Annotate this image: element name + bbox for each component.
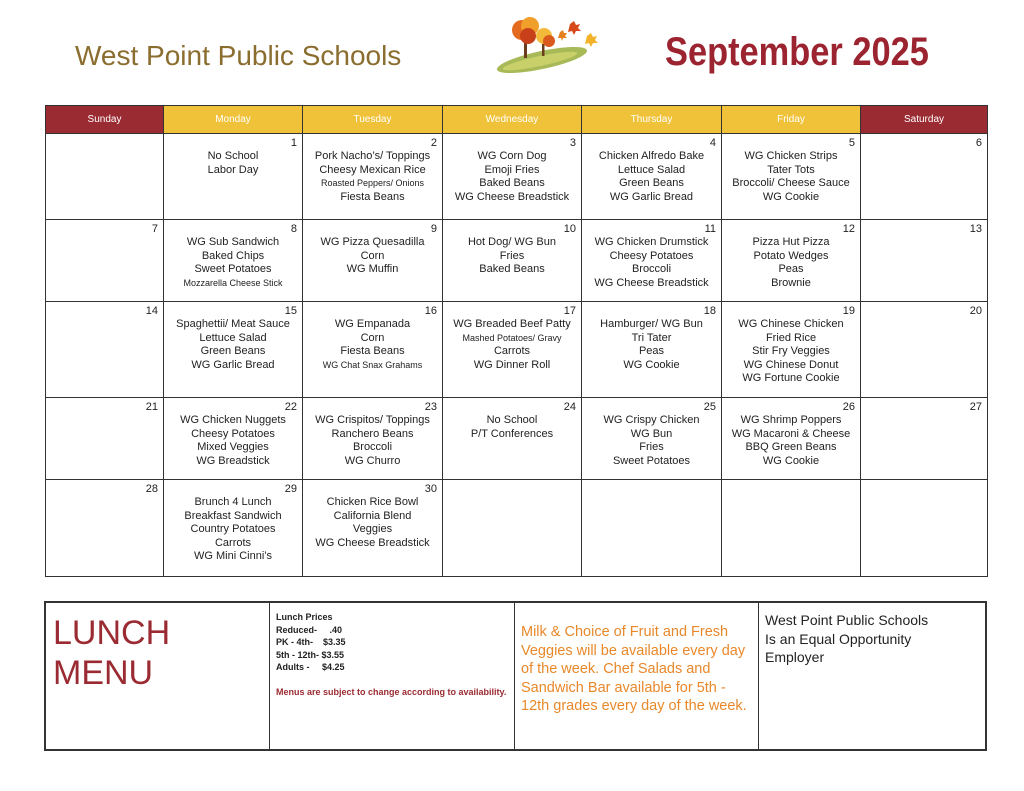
menu-item: WG Churro	[344, 454, 401, 467]
lunch-menu-heading	[46, 603, 269, 693]
week-row	[46, 134, 988, 220]
menu-item: Potato Wedges	[753, 249, 829, 262]
menu-item: WG Dinner Roll	[473, 358, 551, 371]
menu-item: Emoji Fries	[484, 163, 540, 176]
day-number: 12	[842, 223, 855, 235]
header-wednesday: Wednesday	[443, 106, 582, 134]
menu-item: California Blend	[333, 509, 412, 522]
day-number: 16	[424, 305, 437, 317]
day-cell	[164, 398, 303, 480]
day-cell	[303, 480, 443, 577]
menu-item: WG Macaroni & Cheese	[731, 427, 851, 440]
weekday-header-row	[46, 106, 988, 134]
day-number: 26	[842, 401, 855, 413]
menu-item: WG Crispitos/ Toppings	[315, 414, 430, 426]
day-cell	[46, 134, 164, 220]
day-cell	[722, 302, 861, 398]
menu-item: Mozzarella Cheese Stick	[183, 277, 283, 288]
header-monday: Monday	[164, 106, 303, 134]
week-row	[46, 302, 988, 398]
day-cell	[582, 480, 722, 577]
day-cell	[303, 302, 443, 398]
day-cell	[861, 480, 988, 577]
school-name: West Point Public Schools	[75, 40, 402, 71]
day-cell	[443, 398, 582, 480]
menu-item: WG Sub Sandwich	[186, 236, 280, 248]
eeo-line2: Is an Equal Opportunity	[765, 630, 912, 647]
day-cell	[722, 220, 861, 302]
menu-item: Lettuce Salad	[617, 163, 686, 176]
day-cell	[46, 480, 164, 577]
day-number: 18	[703, 305, 716, 317]
menu-item: WG Shrimp Poppers	[740, 414, 842, 426]
eeo-line3: Employer	[765, 649, 825, 665]
day-cell	[443, 302, 582, 398]
menu-item: WG Breadstick	[196, 454, 270, 467]
menu-item: Green Beans	[200, 345, 266, 358]
menu-item: WG Cheese Breadstick	[454, 190, 570, 203]
lunch-heading-line1: LUNCH	[53, 614, 171, 652]
menu-item: Brunch 4 Lunch	[194, 496, 272, 508]
day-number	[864, 482, 984, 496]
menu-item: Peas	[778, 263, 804, 276]
menu-item: Pizza Hut Pizza	[752, 236, 830, 248]
menu-item: Baked Beans	[479, 177, 545, 190]
day-number: 27	[969, 401, 982, 413]
menu-item: Tater Tots	[767, 163, 815, 176]
menu-item: Cheesy Mexican Rice	[319, 163, 426, 176]
day-cell	[861, 398, 988, 480]
menu-item: Brownie	[771, 276, 811, 289]
menu-item: Tri Tater	[631, 331, 672, 344]
menu-item: Chicken Rice Bowl	[326, 496, 419, 508]
day-number	[585, 482, 718, 496]
menu-item: Mashed Potatoes/ Gravy	[462, 332, 562, 343]
day-cell	[443, 134, 582, 220]
menu-item: Carrots	[493, 345, 531, 358]
menu-item: WG Muffin	[346, 263, 399, 276]
menu-item: Fries	[639, 441, 664, 454]
menu-item: WG Corn Dog	[477, 150, 547, 162]
menu-disclaimer: Menus are subject to change according to availability.	[276, 686, 507, 697]
day-cell	[582, 302, 722, 398]
menu-item: Pork Nacho’s/ Toppings	[314, 150, 431, 162]
menu-item: WG Cookie	[623, 358, 680, 371]
milk-note: Milk & Choice of Fruit and Fresh Veggies will be available every day of the week. Chef Salads and Sandwich Bar available for 5th - 12th grades every day of the week.	[521, 624, 747, 714]
menu-item: WG Crispy Chicken	[603, 414, 700, 426]
day-number	[725, 482, 857, 496]
menu-item: Broccoli	[631, 263, 672, 276]
menu-item: WG Cheese Breadstick	[315, 536, 430, 549]
day-number: 17	[563, 305, 576, 317]
day-cell	[164, 220, 303, 302]
menu-item: WG Chicken Strips	[744, 150, 838, 162]
menu-item: WG Pizza Quesadilla	[320, 236, 425, 248]
header-saturday: Saturday	[861, 106, 988, 134]
lunch-heading-line2: MENU	[53, 654, 154, 692]
day-cell	[46, 398, 164, 480]
menu-item: Peas	[638, 345, 665, 358]
menu-item: Sweet Potatoes	[194, 263, 272, 276]
day-number: 6	[975, 137, 982, 149]
day-cell	[861, 220, 988, 302]
menu-item: WG Empanada	[334, 318, 411, 330]
menu-item: No School	[486, 414, 538, 426]
autumn-trees-logo	[492, 14, 612, 74]
menu-item: WG Chat Snax Grahams	[322, 359, 423, 370]
menu-item: Fiesta Beans	[340, 190, 405, 203]
menu-item: Spaghettii/ Meat Sauce	[176, 318, 290, 330]
menu-item: Broccoli/ Cheese Sauce	[732, 177, 850, 190]
menu-item: WG Cookie	[762, 190, 820, 203]
menu-item: WG Chicken Nuggets	[180, 414, 286, 426]
menu-item: Fried Rice	[765, 331, 817, 344]
menu-item: Roasted Peppers/ Onions	[320, 178, 425, 189]
menu-item: Sweet Potatoes	[612, 454, 691, 467]
menu-item: Veggies	[352, 523, 393, 536]
day-cell	[303, 398, 443, 480]
day-cell	[303, 220, 443, 302]
day-number: 23	[424, 401, 437, 413]
menu-item: Broccoli	[352, 441, 393, 454]
day-number: 3	[569, 137, 576, 149]
day-number: 29	[284, 483, 297, 495]
menu-item: No School	[207, 150, 259, 162]
day-number: 28	[145, 483, 158, 495]
day-cell	[303, 134, 443, 220]
day-cell	[861, 134, 988, 220]
menu-item: WG Bun	[630, 427, 673, 440]
eeo-line1: West Point Public Schools	[765, 612, 929, 628]
day-number: 11	[704, 223, 716, 235]
day-number: 4	[709, 137, 716, 149]
day-cell	[164, 134, 303, 220]
menu-item: Cheesy Potatoes	[191, 427, 275, 440]
day-number: 7	[151, 223, 158, 235]
eeo-box	[759, 603, 985, 749]
prices-title: Lunch Prices	[276, 612, 333, 622]
menu-item: Country Potatoes	[190, 523, 276, 536]
header-friday: Friday	[722, 106, 861, 134]
day-number: 5	[848, 137, 855, 149]
menu-item: Carrots	[214, 536, 252, 549]
day-number: 1	[290, 137, 297, 149]
price-adults: Adults - $4.25	[276, 662, 345, 672]
day-cell	[861, 302, 988, 398]
day-number: 10	[563, 223, 576, 235]
menu-item: WG Chicken Drumstick	[594, 236, 709, 248]
menu-item: Stir Fry Veggies	[752, 345, 830, 358]
day-number: 14	[145, 305, 158, 317]
day-number: 19	[842, 305, 855, 317]
day-number	[49, 136, 160, 150]
week-row	[46, 480, 988, 577]
day-cell	[46, 302, 164, 398]
menu-item: Mixed Veggies	[197, 441, 269, 454]
day-number: 25	[703, 401, 716, 413]
day-cell	[722, 398, 861, 480]
day-cell	[164, 480, 303, 577]
day-number: 15	[284, 305, 297, 317]
day-cell	[443, 480, 582, 577]
week-row	[46, 220, 988, 302]
day-cell	[443, 220, 582, 302]
menu-item: Labor Day	[207, 163, 259, 176]
header-thursday: Thursday	[582, 106, 722, 134]
menu-item: Corn	[360, 331, 385, 344]
menu-item: WG Chinese Chicken	[738, 318, 844, 330]
footer-panel	[44, 601, 987, 751]
menu-item: WG Breaded Beef Patty	[453, 318, 571, 330]
menu-item: Ranchero Beans	[331, 427, 414, 440]
price-reduced: Reduced- .40	[276, 624, 343, 635]
day-number: 8	[290, 223, 297, 235]
day-cell	[722, 134, 861, 220]
day-number: 2	[430, 137, 437, 149]
menu-item: BBQ Green Beans	[745, 441, 837, 454]
day-number: 13	[969, 223, 982, 235]
menu-item: WG Garlic Bread	[191, 358, 275, 371]
menu-item: Hamburger/ WG Bun	[600, 318, 703, 330]
milk-note-box	[515, 603, 759, 749]
lunch-menu-box	[46, 603, 270, 749]
menu-item: Hot Dog/ WG Bun	[467, 236, 557, 248]
menu-item: Baked Beans	[479, 263, 545, 276]
day-number: 21	[145, 401, 158, 413]
day-cell	[582, 398, 722, 480]
menu-item: Green Beans	[619, 177, 684, 190]
day-cell	[164, 302, 303, 398]
day-cell	[582, 134, 722, 220]
menu-item: WG Cheese Breadstick	[594, 276, 709, 289]
day-number: 24	[563, 401, 576, 413]
menu-item: P/T Conferences	[470, 427, 554, 440]
menu-item: Fiesta Beans	[340, 345, 405, 358]
day-number	[446, 482, 578, 496]
header-tuesday: Tuesday	[303, 106, 443, 134]
day-number: 9	[430, 223, 437, 235]
day-number: 30	[424, 483, 437, 495]
menu-calendar	[45, 105, 988, 577]
menu-item: WG Fortune Cookie	[742, 372, 840, 385]
menu-item: WG Cookie	[762, 454, 820, 467]
menu-item: WG Mini Cinni’s	[193, 550, 273, 563]
menu-item: Fries	[499, 249, 525, 262]
menu-item: Baked Chips	[201, 249, 265, 262]
menu-item: Chicken Alfredo Bake	[598, 150, 705, 162]
day-number: 22	[284, 401, 297, 413]
header-sunday: Sunday	[46, 106, 164, 134]
day-cell	[722, 480, 861, 577]
day-number: 20	[969, 305, 982, 317]
menu-item: Breakfast Sandwich	[184, 509, 282, 522]
menu-item: WG Chinese Donut	[743, 358, 839, 371]
week-row	[46, 398, 988, 480]
lunch-prices-box	[270, 603, 515, 749]
menu-item: Cheesy Potatoes	[609, 249, 694, 262]
price-5th-12th: 5th - 12th- $3.55	[276, 649, 345, 660]
day-cell	[582, 220, 722, 302]
menu-item: Lettuce Salad	[199, 331, 267, 344]
menu-item: WG Garlic Bread	[609, 190, 694, 203]
menu-item: Corn	[360, 249, 385, 262]
price-pk-4th: PK - 4th- $3.35	[276, 637, 346, 647]
day-cell	[46, 220, 164, 302]
month-title: September 2025	[665, 30, 929, 74]
